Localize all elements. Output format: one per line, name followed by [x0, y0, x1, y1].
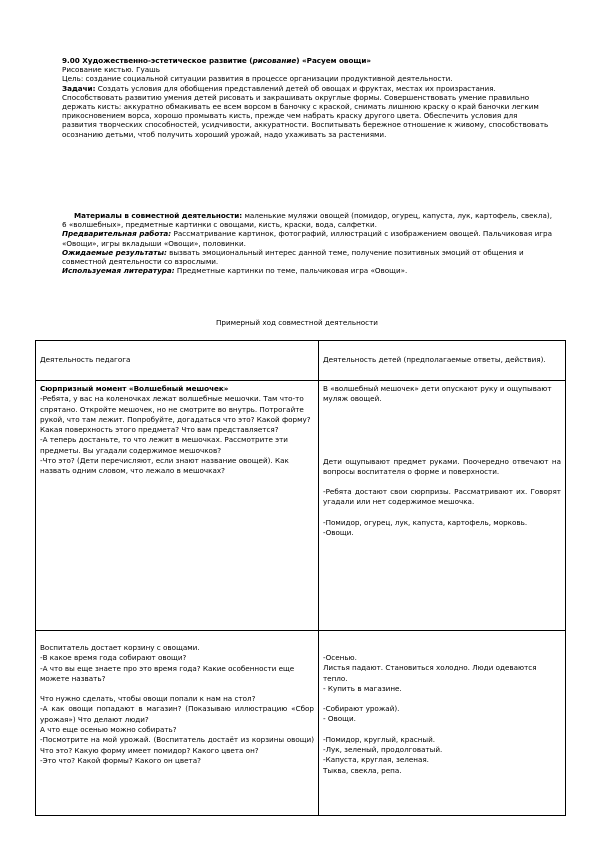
title-emphasis: рисование	[252, 56, 297, 65]
row1-children-line: Дети ощупывают предмет руками. Поочередно отвечают на вопросы воспитателя о форме и поверхности.	[323, 456, 561, 476]
materials-label: Материалы в совместной деятельности:	[74, 211, 243, 220]
row2-children-line: -Собирают урожай).	[323, 704, 400, 714]
header-cell-children	[319, 341, 566, 381]
row2-children-line: -Капуста, круглая, зеленая.	[323, 755, 429, 765]
table-header-row	[36, 341, 566, 381]
prep-text: Рассматривание картинок, фотографий, иллюстраций с изображением овощей. Пальчиковая игра «Овощи», игры вкладыши «Овощи», половинки.	[62, 229, 552, 248]
row1-children-line: В «волшебный мешочек» дети опускают руку и ощупывают муляж овощей.	[323, 384, 552, 404]
results-paragraph	[62, 248, 552, 266]
title-suffix: ) «Расуем овощи»	[296, 56, 372, 65]
title-prefix: 9.00 Художественно-эстетическое развитие (	[62, 56, 253, 65]
row2-teacher-cell	[36, 631, 319, 816]
tasks-label: Задачи:	[62, 83, 96, 93]
goal-label: Цель:	[62, 74, 84, 84]
materials-paragraph	[62, 211, 552, 229]
literature-paragraph	[62, 266, 552, 275]
row2-children-cell	[319, 631, 566, 816]
materials-block	[62, 211, 552, 275]
results-label: Ожидаемые результаты:	[62, 247, 167, 257]
plan-title: Примерный ход совместной деятельности	[216, 318, 378, 327]
table-row	[36, 381, 566, 631]
row2-teacher-line: -А что вы еще знаете про это время года? Какие особенности еще можете назвать?	[40, 663, 295, 683]
surprise-moment-title: Сюрпризный момент «Волшебный мешочек»	[40, 384, 229, 393]
materials-text: маленькие муляжи овощей (помидор, огурец, капуста, лук, картофель, свекла), 6 «волшебных», предметные картинки с овощами, кисть, краски, вода, салфетки.	[62, 211, 552, 230]
row2-teacher-line: -В какое время года собирают овощи?	[40, 653, 187, 663]
tasks-text: Создать условия для обобщения представлений детей об овощах и фруктах, местах их произрастания. Способствовать развитию умения детей рисовать и закрашивать округлые формы. Совершенствовать умение правильно держать кисть: аккуратно обмакивать ее всем ворсом в баночку с краской, снимать лишнюю краску о край баночки легким прикосновением ворса, хорошо промывать кисть, прежде чем набрать краску другого цвета. Обеспечить условия для развития творческих способностей, усидчивости, аккуратности. Воспитывать бережное отношение к живому, способствовать осознанию детьми, чтоб получить хороший урожай, надо ухаживать за растениями.	[62, 83, 549, 139]
table-row	[36, 631, 566, 816]
row1-children-line: -Овощи.	[323, 528, 354, 538]
row2-children-line: Тыква, свекла, репа.	[323, 765, 402, 775]
row2-teacher-line: Воспитатель достает корзину с овощами.	[40, 643, 200, 652]
row1-teacher-line: -Ребята, у вас на коленочках лежат волшебные мешочки. Там что-то спрятано. Откройте мешочек, но не смотрите во внутрь. Потрогайте рукой, что там лежит. Попробуйте, догадаться что это? Какой форму? Какая поверхность этого предмета? Что вам представляется?	[40, 394, 311, 435]
prep-paragraph	[62, 229, 552, 247]
row1-teacher-line: -А теперь достаньте, то что лежит в мешочках. Рассмотрите эти предметы. Вы угадали содержимое мешочков?	[40, 435, 288, 455]
literature-text: Предметные картинки по теме, пальчиковая игра «Овощи».	[174, 266, 408, 276]
goal-paragraph	[62, 74, 552, 83]
row2-teacher-line: Что нужно сделать, чтобы овощи попали к нам на стол?	[40, 694, 256, 704]
row2-teacher-line: -Посмотрите на мой урожай. (Воспитатель достаёт из корзины овощи) Что это? Какую форму имеет помидор? Какого цвета он?	[40, 735, 314, 755]
row2-children-line: -Лук, зеленый, продолговатый.	[323, 745, 443, 755]
results-text: вызвать эмоциональный интерес данной теме, получение позитивных эмоций от общения и совместной деятельности со взрослыми.	[62, 247, 524, 267]
literature-label: Используемая литература:	[62, 266, 175, 276]
header-block	[62, 56, 552, 139]
tasks-paragraph	[62, 84, 552, 139]
header-children-label: Деятельность детей (предполагаемые ответы, действия).	[323, 355, 546, 365]
lesson-title	[62, 56, 552, 65]
row1-children-cell	[319, 381, 566, 631]
header-cell-teacher	[36, 341, 319, 381]
row2-teacher-line: -Это что? Какой формы? Какого он цвета?	[40, 755, 201, 765]
row2-children-line: -Помидор, круглый, красный.	[323, 734, 436, 744]
lesson-subtitle: Рисование кистью. Гуашь	[62, 65, 160, 75]
row1-children-line: -Помидор, огурец, лук, капуста, картофель, морковь.	[323, 517, 528, 527]
goal-text: создание социальной ситуации развития в процессе организации продуктивной деятельности.	[83, 74, 453, 84]
row2-teacher-line: -А как овощи попадают в магазин? (Показываю иллюстрацию «Сбор урожая») Что делают люди?	[40, 704, 314, 724]
header-teacher-label: Деятельность педагога	[40, 355, 131, 365]
row1-teacher-cell	[36, 381, 319, 631]
row2-children-line: - Купить в магазине.	[323, 683, 402, 693]
prep-label: Предварительная работа:	[62, 229, 172, 239]
row2-teacher-line: А что еще осенью можно собирать?	[40, 725, 177, 735]
row2-children-line: -Осенью.	[323, 653, 357, 662]
row2-children-line: - Овощи.	[323, 714, 356, 724]
activity-table	[35, 340, 566, 816]
row1-children-line: -Ребята достают свои сюрпризы. Рассматривают их. Говорят угадали или нет содержимое мешочка.	[323, 487, 561, 507]
row1-teacher-line: -Что это? (Дети перечисляют, если знают название овощей). Как назвать одним словом, что лежало в мешочках?	[40, 456, 289, 476]
row2-children-line: Листья падают. Становиться холодно. Люди одеваются тепло.	[323, 663, 537, 683]
